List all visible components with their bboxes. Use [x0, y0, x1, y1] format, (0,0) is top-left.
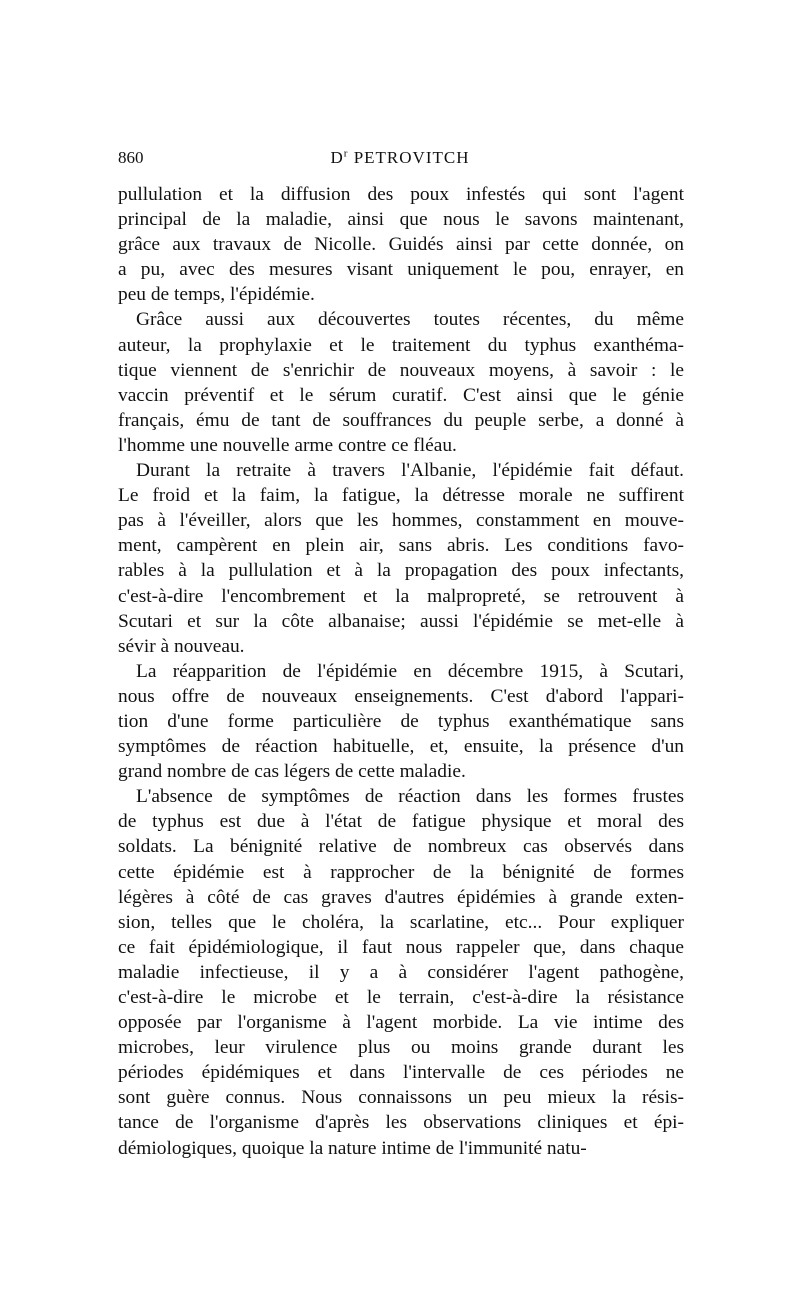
text-line: légères à côté de cas graves d'autres épidémies à grande exten-: [118, 886, 684, 908]
text-line: vaccin préventif et le sérum curatif. C'est ainsi que le génie: [118, 384, 684, 406]
text-line: tique viennent de s'enrichir de nouveaux moyens, à savoir : le: [118, 359, 684, 381]
text-line: démiologiques, quoique la nature intime de l'immunité natu-: [118, 1137, 587, 1159]
text-line: c'est-à-dire l'encombrement et la malpropreté, se retrouvent à: [118, 585, 684, 607]
text-line: sont guère connus. Nous connaissons un peu mieux la résis-: [118, 1087, 684, 1109]
paragraph: [118, 659, 684, 784]
text-line: nous offre de nouveaux enseignements. C'est d'abord l'appari-: [118, 685, 684, 707]
text-line: auteur, la prophylaxie et le traitement du typhus exanthéma-: [118, 334, 684, 356]
text-line: grâce aux travaux de Nicolle. Guidés ainsi par cette donnée, on: [118, 234, 684, 256]
text-line: c'est-à-dire le microbe et le terrain, c'est-à-dire la résistance: [118, 987, 684, 1008]
text-line: cette épidémie est à rapprocher de la bénignité de formes: [118, 861, 684, 883]
text-line: tance de l'organisme d'après les observations cliniques et épi-: [118, 1112, 684, 1134]
text-line: l'homme une nouvelle arme contre ce fléau.: [118, 434, 457, 456]
text-line: principal de la maladie, ainsi que nous le savons maintenant,: [118, 209, 684, 231]
running-title: [118, 146, 682, 170]
text-line: périodes épidémiques et dans l'intervalle de ces périodes ne: [118, 1062, 684, 1084]
text-line: Le froid et la faim, la fatigue, la détresse morale ne suffirent: [118, 485, 684, 507]
author-prefix: D: [330, 148, 344, 167]
text-line: Scutari et sur la côte albanaise; aussi l'épidémie se met-elle à: [118, 610, 684, 632]
text-line: pas à l'éveiller, alors que les hommes, constamment en mouve-: [118, 510, 684, 532]
text-line: microbes, leur virulence plus ou moins grande durant les: [118, 1037, 684, 1059]
text-line: peu de temps, l'épidémie.: [118, 284, 315, 306]
paragraph: [118, 307, 684, 458]
text-line: sion, telles que le choléra, la scarlatine, etc... Pour expliquer: [118, 911, 684, 933]
text-line: de typhus est due à l'état de fatigue physique et moral des: [118, 811, 684, 833]
text-line: pullulation et la diffusion des poux infestés qui sont l'agent: [118, 184, 684, 205]
page-number: 860: [118, 148, 144, 167]
text-line: symptômes de réaction habituelle, et, ensuite, la présence d'un: [118, 736, 684, 758]
paragraph: [118, 182, 684, 307]
text-line: français, ému de tant de souffrances du peuple serbe, a donné à: [118, 409, 684, 431]
text-line: opposée par l'organisme à l'agent morbide. La vie intime des: [118, 1012, 684, 1034]
text-line: Grâce aussi aux découvertes toutes récentes, du même: [136, 309, 684, 331]
text-line: ce fait épidémiologique, il faut nous rappeler que, dans chaque: [118, 936, 684, 958]
text-line: rables à la pullulation et à la propagation des poux infectants,: [118, 560, 684, 582]
text-line: Durant la retraite à travers l'Albanie, l'épidémie fait défaut.: [136, 460, 684, 482]
text-line: L'absence de symptômes de réaction dans les formes frustes: [136, 786, 684, 808]
author-title-superscript: r: [343, 147, 349, 160]
text-line: soldats. La bénignité relative de nombreux cas observés dans: [118, 836, 684, 858]
paragraph: [118, 784, 684, 1160]
text-line: sévir à nouveau.: [118, 635, 245, 657]
running-head: [118, 146, 682, 170]
text-line: tion d'une forme particulière de typhus exanthématique sans: [118, 710, 684, 732]
text-line: ment, campèrent en plein air, sans abris. Les conditions favo-: [118, 535, 684, 557]
text-line: grand nombre de cas légers de cette maladie.: [118, 761, 466, 783]
text-line: maladie infectieuse, il y a à considérer l'agent pathogène,: [118, 961, 684, 983]
body-text: [118, 182, 684, 1161]
text-line: La réapparition de l'épidémie en décembre 1915, à Scutari,: [136, 660, 684, 682]
author-name: PETROVITCH: [353, 148, 470, 167]
text-line: a pu, avec des mesures visant uniquement le pou, enrayer, en: [118, 259, 684, 281]
paragraph: [118, 458, 684, 659]
